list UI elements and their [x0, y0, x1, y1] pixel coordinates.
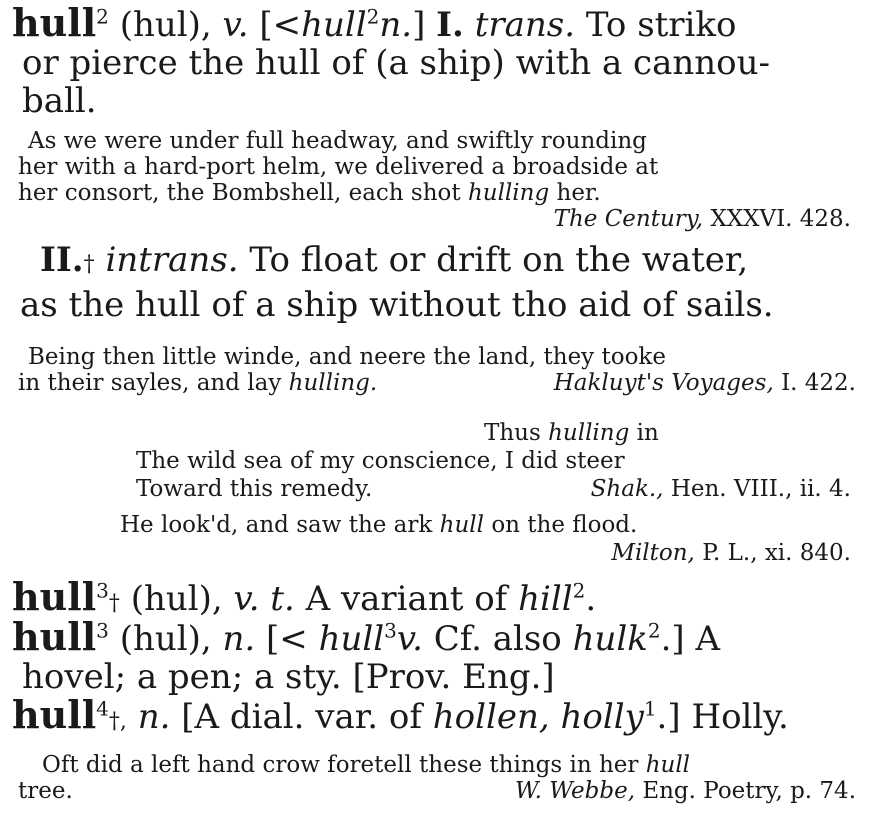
sense-number: I.	[436, 5, 464, 45]
part-of-speech: n.	[222, 619, 256, 659]
quote-line	[18, 752, 856, 778]
etymology-close: ]	[412, 5, 426, 45]
headword: hull	[12, 0, 97, 45]
citation-location: I. 422.	[781, 370, 856, 396]
quote-line	[120, 512, 637, 539]
verse-text: Thus	[484, 420, 541, 446]
quote-line: As we were under full headway, and swiftly rounding	[28, 128, 647, 154]
part-of-speech: n.	[137, 697, 171, 737]
etymology-sup: 1	[643, 696, 657, 721]
etymology-sup: 2	[366, 4, 380, 29]
quote-line	[18, 180, 856, 206]
entry-hull3-noun	[12, 614, 857, 697]
etymology-text: [A dial. var. of	[181, 697, 422, 737]
definition-part: ball.	[22, 81, 97, 121]
quote-line	[18, 778, 856, 804]
quote-text: He look'd, and saw the ark	[120, 512, 433, 538]
quote-text: tree.	[18, 778, 73, 804]
pronunciation: (hul),	[119, 5, 212, 45]
citation-source: Shak.,	[590, 476, 664, 502]
obsolete-mark: †	[83, 252, 95, 277]
citation	[554, 370, 856, 396]
part-of-speech: v. t.	[233, 579, 295, 619]
cross-reference-sup: 2	[572, 578, 586, 603]
definition-part: A	[695, 619, 721, 659]
etymology-pos: n.	[379, 5, 413, 45]
definition-part: or pierce the hull of (a ship) with a cannou-	[22, 43, 770, 83]
quotation	[18, 128, 856, 206]
citation-source: The Century,	[553, 206, 704, 232]
obsolete-mark: †	[108, 591, 120, 616]
sense-label: trans.	[474, 5, 576, 45]
citation-location: XXXVI. 428.	[710, 206, 851, 232]
quote-text: her consort, the Bombshell, each shot	[18, 180, 461, 206]
part-of-speech: v.	[222, 5, 249, 45]
citation-location: Hen. VIII., ii. 4.	[670, 476, 851, 502]
quote-text: in their sayles, and lay	[18, 370, 282, 396]
cross-reference: hill	[518, 579, 573, 619]
definition-part: To striko	[585, 5, 737, 45]
definition-part: Holly.	[691, 697, 789, 737]
citation-location: P. L., xi. 840.	[702, 540, 851, 566]
etymology-word: hulk	[572, 619, 648, 659]
entry-hull2-verb	[12, 0, 857, 121]
quote-text: her.	[556, 180, 601, 206]
citation	[591, 476, 851, 502]
citation-source: W. Webbe,	[515, 778, 636, 804]
etymology-pos: v.	[396, 619, 423, 659]
homonym-number: 3	[96, 618, 109, 643]
sense-label: intrans.	[105, 240, 239, 280]
homonym-number: 2	[96, 4, 109, 29]
quote-text: on the flood.	[491, 512, 638, 538]
etymology-close: .]	[660, 619, 685, 659]
definition-part: hovel; a pen; a sty.	[22, 657, 342, 697]
quote-emphasis: hull	[439, 512, 484, 538]
etymology-open: [<	[259, 5, 302, 45]
verse-line	[484, 420, 659, 447]
quote-line: Being then little winde, and neere the land, they tooke	[28, 344, 666, 370]
verse-emphasis: hulling	[548, 420, 630, 446]
definition-part: To float or drift on the water,	[249, 240, 749, 280]
quotation	[18, 344, 856, 396]
verse-line: The wild sea of my conscience, I did steer	[136, 448, 625, 474]
entry-hull3-verb	[12, 574, 857, 623]
region-label: [Prov. Eng.]	[352, 657, 555, 697]
pronunciation: (hul),	[130, 579, 223, 619]
verse-text: in	[636, 420, 659, 446]
etymology-word: hollen, holly	[432, 697, 644, 737]
citation-location: Eng. Poetry, p. 74.	[642, 778, 856, 804]
headword: hull	[12, 614, 97, 659]
citation-source: Milton,	[611, 540, 695, 566]
etymology-word: hull	[301, 5, 367, 45]
headword: hull	[12, 574, 97, 619]
punctuation: .	[585, 579, 597, 619]
quote-line: her with a hard-port helm, we delivered a broadside at	[18, 154, 659, 180]
pronunciation: (hul),	[119, 619, 212, 659]
definition-part: as the hull of a ship without tho aid of sails.	[20, 285, 774, 325]
verse-line: Toward this remedy.	[136, 476, 373, 502]
etymology-close: .]	[656, 697, 681, 737]
definition-part: A variant of	[305, 579, 508, 619]
etymology-open: [<	[266, 619, 308, 659]
quotation	[18, 752, 856, 804]
entry-hull4-noun	[12, 692, 857, 741]
obsolete-mark: †,	[108, 709, 127, 734]
quote-emphasis: hull	[645, 752, 691, 778]
etymology-word: hull	[318, 619, 385, 659]
citation	[554, 206, 851, 232]
citation	[611, 540, 851, 566]
quote-emphasis: hulling	[467, 180, 550, 206]
etymology-sup: 3	[384, 618, 397, 643]
sense-number: II.	[40, 240, 84, 280]
quote-emphasis: hulling.	[288, 370, 378, 396]
citation	[515, 778, 856, 804]
sense-ii	[12, 240, 857, 325]
citation-source: Hakluyt's Voyages,	[553, 370, 774, 396]
etymology-sup: 2	[647, 618, 661, 643]
headword: hull	[12, 692, 97, 737]
quote-line	[18, 370, 856, 396]
homonym-number: 4	[96, 696, 109, 721]
etymology-text: Cf. also	[433, 619, 562, 659]
homonym-number: 3	[96, 578, 109, 603]
quote-text: Oft did a left hand crow foretell these things in her	[42, 752, 639, 778]
